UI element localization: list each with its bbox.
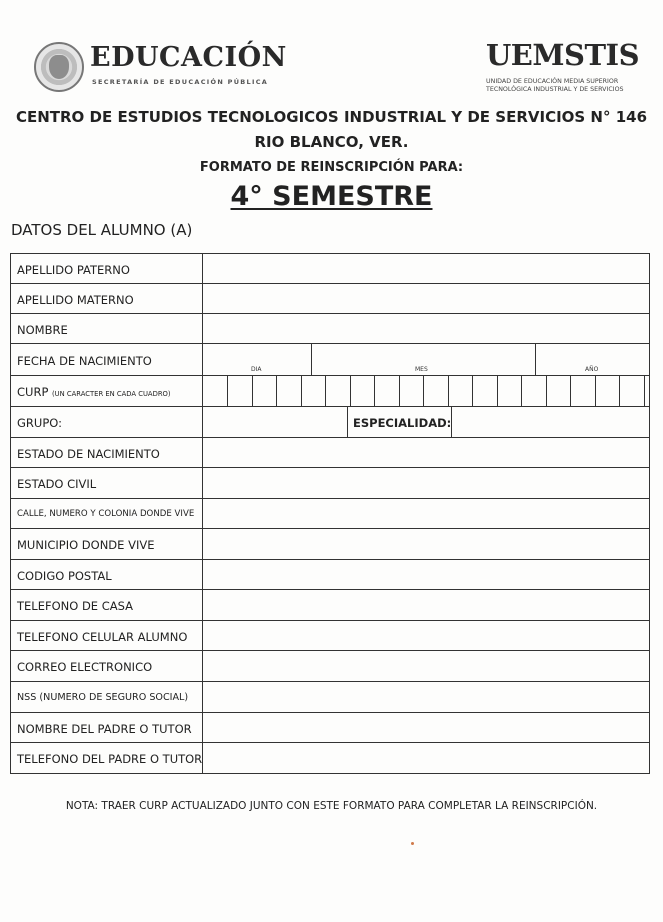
apellido-materno-field[interactable] xyxy=(203,284,649,313)
domicilio-label: CALLE, NUMERO Y COLONIA DONDE VIVE xyxy=(17,509,195,519)
estado-civil-field[interactable] xyxy=(203,468,649,498)
uemstis-logo-subtitle-1: UNIDAD DE EDUCACIÓN MEDIA SUPERIOR xyxy=(486,78,619,85)
semester-title: 4° SEMESTRE xyxy=(230,181,433,212)
nss-field[interactable] xyxy=(203,682,649,712)
row-curp xyxy=(11,376,649,407)
nss-label: NSS (NUMERO DE SEGURO SOCIAL) xyxy=(17,692,189,703)
row-fecha-nacimiento xyxy=(11,344,649,376)
curp-char-box[interactable] xyxy=(595,376,620,406)
row-telefono-casa xyxy=(11,590,649,621)
row-domicilio xyxy=(11,499,649,529)
curp-char-box[interactable] xyxy=(472,376,497,406)
curp-char-box[interactable] xyxy=(350,376,375,406)
row-apellido-paterno xyxy=(11,254,649,284)
apellido-paterno-field[interactable] xyxy=(203,254,649,283)
curp-char-box[interactable] xyxy=(497,376,522,406)
institution-location: RIO BLANCO, VER. xyxy=(254,133,409,151)
row-estado-nacimiento xyxy=(11,438,649,468)
curp-char-box[interactable] xyxy=(276,376,301,406)
curp-char-box[interactable] xyxy=(521,376,546,406)
fecha-dia-label: DIA xyxy=(251,366,262,373)
telefono-padre-label: TELEFONO DEL PADRE O TUTOR xyxy=(17,752,203,766)
curp-char-box[interactable] xyxy=(252,376,277,406)
curp-label-text: CURP xyxy=(17,385,49,399)
row-telefono-padre xyxy=(11,743,649,773)
row-nombre xyxy=(11,314,649,344)
paper-mark xyxy=(411,842,414,845)
uemstis-logo-title: UEMSTIS xyxy=(486,38,640,72)
row-codigo-postal xyxy=(11,560,649,590)
padre-tutor-label: NOMBRE DEL PADRE O TUTOR xyxy=(17,722,192,736)
row-municipio xyxy=(11,529,649,560)
especialidad-field[interactable] xyxy=(452,407,649,437)
nombre-label: NOMBRE xyxy=(17,323,68,337)
institution-name: CENTRO DE ESTUDIOS TECNOLOGICOS INDUSTRIAL Y DE SERVICIOS N° 146 xyxy=(15,108,648,126)
footer-note: NOTA: TRAER CURP ACTUALIZADO JUNTO CON ESTE FORMATO PARA COMPLETAR LA REINSCRIPCIÓN. xyxy=(65,800,598,812)
estado-nacimiento-label: ESTADO DE NACIMIENTO xyxy=(17,447,160,461)
fecha-nacimiento-label: FECHA DE NACIMIENTO xyxy=(17,354,152,368)
row-apellido-materno xyxy=(11,284,649,314)
curp-char-box[interactable] xyxy=(301,376,326,406)
row-estado-civil xyxy=(11,468,649,499)
municipio-field[interactable] xyxy=(203,529,649,559)
correo-label: CORREO ELECTRONICO xyxy=(17,660,153,674)
fecha-anio-field[interactable] xyxy=(536,344,649,375)
apellido-paterno-label: APELLIDO PATERNO xyxy=(17,263,130,277)
estado-civil-label: ESTADO CIVIL xyxy=(17,477,97,491)
national-seal-icon xyxy=(34,42,84,92)
curp-char-box[interactable] xyxy=(448,376,473,406)
curp-char-box[interactable] xyxy=(325,376,350,406)
education-logo-title: EDUCACIÓN xyxy=(90,42,287,73)
correo-field[interactable] xyxy=(203,651,649,681)
estado-nacimiento-field[interactable] xyxy=(203,438,649,467)
grupo-field[interactable] xyxy=(203,407,347,437)
grupo-divider xyxy=(347,407,348,437)
fecha-mes-field[interactable] xyxy=(312,344,535,375)
row-telefono-celular xyxy=(11,621,649,651)
telefono-celular-label: TELEFONO CELULAR ALUMNO xyxy=(17,630,188,644)
curp-boxes xyxy=(203,376,649,406)
fecha-mes-label: MES xyxy=(415,366,428,373)
curp-char-box[interactable] xyxy=(570,376,595,406)
fecha-anio-label: AÑO xyxy=(585,366,599,373)
curp-char-box[interactable] xyxy=(374,376,399,406)
codigo-postal-field[interactable] xyxy=(203,560,649,589)
grupo-label: GRUPO: xyxy=(17,416,62,430)
telefono-casa-field[interactable] xyxy=(203,590,649,620)
student-data-form xyxy=(10,253,650,774)
nombre-field[interactable] xyxy=(203,314,649,343)
municipio-label: MUNICIPIO DONDE VIVE xyxy=(17,538,155,552)
curp-char-box[interactable] xyxy=(644,376,663,406)
fecha-dia-field[interactable] xyxy=(203,344,311,375)
curp-hint: (UN CARACTER EN CADA CUADRO) xyxy=(52,390,171,398)
domicilio-field[interactable] xyxy=(203,499,649,528)
curp-char-box[interactable] xyxy=(399,376,424,406)
education-logo-subtitle: SECRETARÍA DE EDUCACIÓN PÚBLICA xyxy=(92,78,269,86)
uemstis-logo-subtitle-2: TECNOLÓGICA INDUSTRIAL Y DE SERVICIOS xyxy=(486,86,624,93)
apellido-materno-label: APELLIDO MATERNO xyxy=(17,293,134,307)
curp-char-box[interactable] xyxy=(546,376,571,406)
row-nss xyxy=(11,682,649,713)
padre-tutor-field[interactable] xyxy=(203,713,649,742)
row-correo xyxy=(11,651,649,682)
telefono-celular-field[interactable] xyxy=(203,621,649,650)
curp-char-box[interactable] xyxy=(619,376,644,406)
row-grupo xyxy=(11,407,649,438)
curp-char-box[interactable] xyxy=(423,376,448,406)
codigo-postal-label: CODIGO POSTAL xyxy=(17,569,112,583)
curp-label xyxy=(17,385,171,399)
telefono-casa-label: TELEFONO DE CASA xyxy=(17,599,133,613)
telefono-padre-field[interactable] xyxy=(203,743,649,773)
row-padre-tutor xyxy=(11,713,649,743)
especialidad-label: ESPECIALIDAD: xyxy=(353,416,452,430)
curp-char-box[interactable] xyxy=(227,376,252,406)
section-title: DATOS DEL ALUMNO (A) xyxy=(11,221,193,239)
form-title: FORMATO DE REINSCRIPCIÓN PARA: xyxy=(199,160,464,175)
